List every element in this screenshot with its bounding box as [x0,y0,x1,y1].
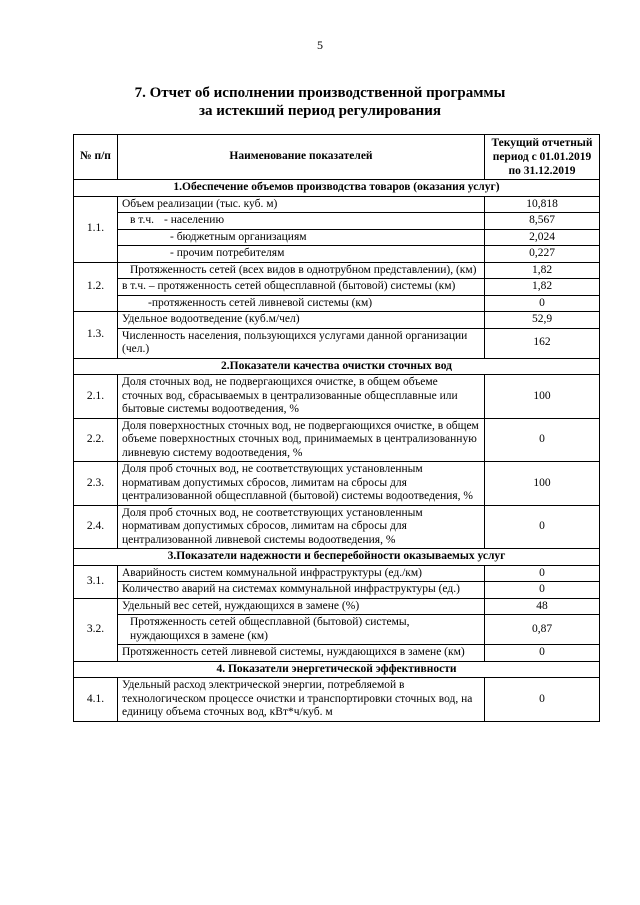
table-row [74,312,600,329]
table-row [74,645,600,662]
row-value: 52,9 [485,312,600,329]
row-value: 100 [485,375,600,419]
table-row [74,229,600,246]
table-row [74,615,600,645]
table-row [74,196,600,213]
row-value: 0,227 [485,246,600,263]
row-name: Удельное водоотведение (куб.м/чел) [118,312,485,329]
table-row [74,505,600,549]
row-num: 2.3. [74,462,118,506]
row-name: Количество аварий на системах коммунальной инфраструктуры (ед.) [118,582,485,599]
row-name: Удельный расход электрической энергии, потребляемой в технологическом процессе очистки и транспортировки сточных вод, на единицу объема сточных вод, кВт*ч/куб. м [118,678,485,722]
row-name: Протяженность сетей ливневой системы, нуждающихся в замене (км) [118,645,485,662]
header-num: № п/п [74,135,118,180]
section-row [74,180,600,197]
row-name-text: - населению [164,214,225,226]
row-name: - прочим потребителям [118,246,485,263]
section-1-title: 1.Обеспечение объемов производства товаров (оказания услуг) [74,180,600,197]
row-num: 2.4. [74,505,118,549]
row-num: 2.1. [74,375,118,419]
row-value: 8,567 [485,213,600,230]
row-num: 4.1. [74,678,118,722]
section-row [74,358,600,375]
table-row [74,213,600,230]
row-name: -протяженность сетей ливневой системы (км) [118,295,485,312]
table-row [74,418,600,462]
section-3-title: 3.Показатели надежности и бесперебойности оказываемых услуг [74,549,600,566]
section-2-title: 2.Показатели качества очистки сточных вод [74,358,600,375]
report-table [73,134,600,722]
table-row [74,295,600,312]
row-name: Протяженность сетей (всех видов в однотрубном представлении), (км) [118,262,485,279]
header-name: Наименование показателей [118,135,485,180]
row-name: - бюджетным организациям [118,229,485,246]
row-value: 48 [485,598,600,615]
row-value: 0 [485,505,600,549]
table-row [74,246,600,263]
row-num: 3.1. [74,565,118,598]
row-name: Аварийность систем коммунальной инфраструктуры (ед./км) [118,565,485,582]
row-num: 3.2. [74,598,118,661]
row-value: 100 [485,462,600,506]
header-value: Текущий отчетный период с 01.01.2019 по 31.12.2019 [485,135,600,180]
row-value: 0 [485,678,600,722]
report-title-line1: 7. Отчет об исполнении производственной программы [134,85,506,101]
row-name: Численность населения, пользующихся услугами данной организации (чел.) [118,328,485,358]
section-row [74,661,600,678]
table-row [74,462,600,506]
row-name: Объем реализации (тыс. куб. м) [118,196,485,213]
table-row [74,678,600,722]
row-value: 162 [485,328,600,358]
section-row [74,549,600,566]
row-num: 2.2. [74,418,118,462]
report-title [0,84,640,120]
row-value: 2,024 [485,229,600,246]
header-row [74,135,600,180]
table-row [74,565,600,582]
row-name: Доля проб сточных вод, не соответствующих установленным нормативам допустимых сбросов, лимитам на сбросы для централизованной общесплавной (бытовой) системы водоотведения, % [118,462,485,506]
section-4-title: 4. Показатели энергетической эффективности [74,661,600,678]
table-row [74,598,600,615]
table-row [74,262,600,279]
page-number: 5 [317,38,323,52]
row-value: 0,87 [485,615,600,645]
row-name: Удельный вес сетей, нуждающихся в замене (%) [118,598,485,615]
table-row [74,582,600,599]
row-value: 1,82 [485,279,600,296]
row-name: в т.ч. – протяженность сетей общесплавной (бытовой) системы (км) [118,279,485,296]
row-value: 0 [485,565,600,582]
row-name: Доля проб сточных вод, не соответствующих установленным нормативам допустимых сбросов, лимитам на сбросы для централизованной ливневой системы водоотведения, % [118,505,485,549]
table-row [74,375,600,419]
row-num: 1.2. [74,262,118,312]
row-value: 10,818 [485,196,600,213]
table-row [74,279,600,296]
row-value: 0 [485,645,600,662]
row-value: 0 [485,582,600,599]
report-title-line2: за истекший период регулирования [198,103,442,119]
row-name: Доля поверхностных сточных вод, не подвергающихся очистке, в общем объеме поверхностных сточных вод, принимаемых в централизованную ливневую систему водоотведения, % [118,418,485,462]
row-num: 1.1. [74,196,118,262]
row-num: 1.3. [74,312,118,359]
row-value: 0 [485,295,600,312]
table-row [74,328,600,358]
row-value: 1,82 [485,262,600,279]
row-name [118,213,485,230]
row-value: 0 [485,418,600,462]
row-prefix: в т.ч. [130,214,154,226]
row-name: Протяженность сетей общесплавной (бытовой) системы, нуждающихся в замене (км) [118,615,485,645]
row-name: Доля сточных вод, не подвергающихся очистке, в общем объеме сточных вод, сбрасываемых в централизованные общесплавные или бытовые системы водоотведения, % [118,375,485,419]
